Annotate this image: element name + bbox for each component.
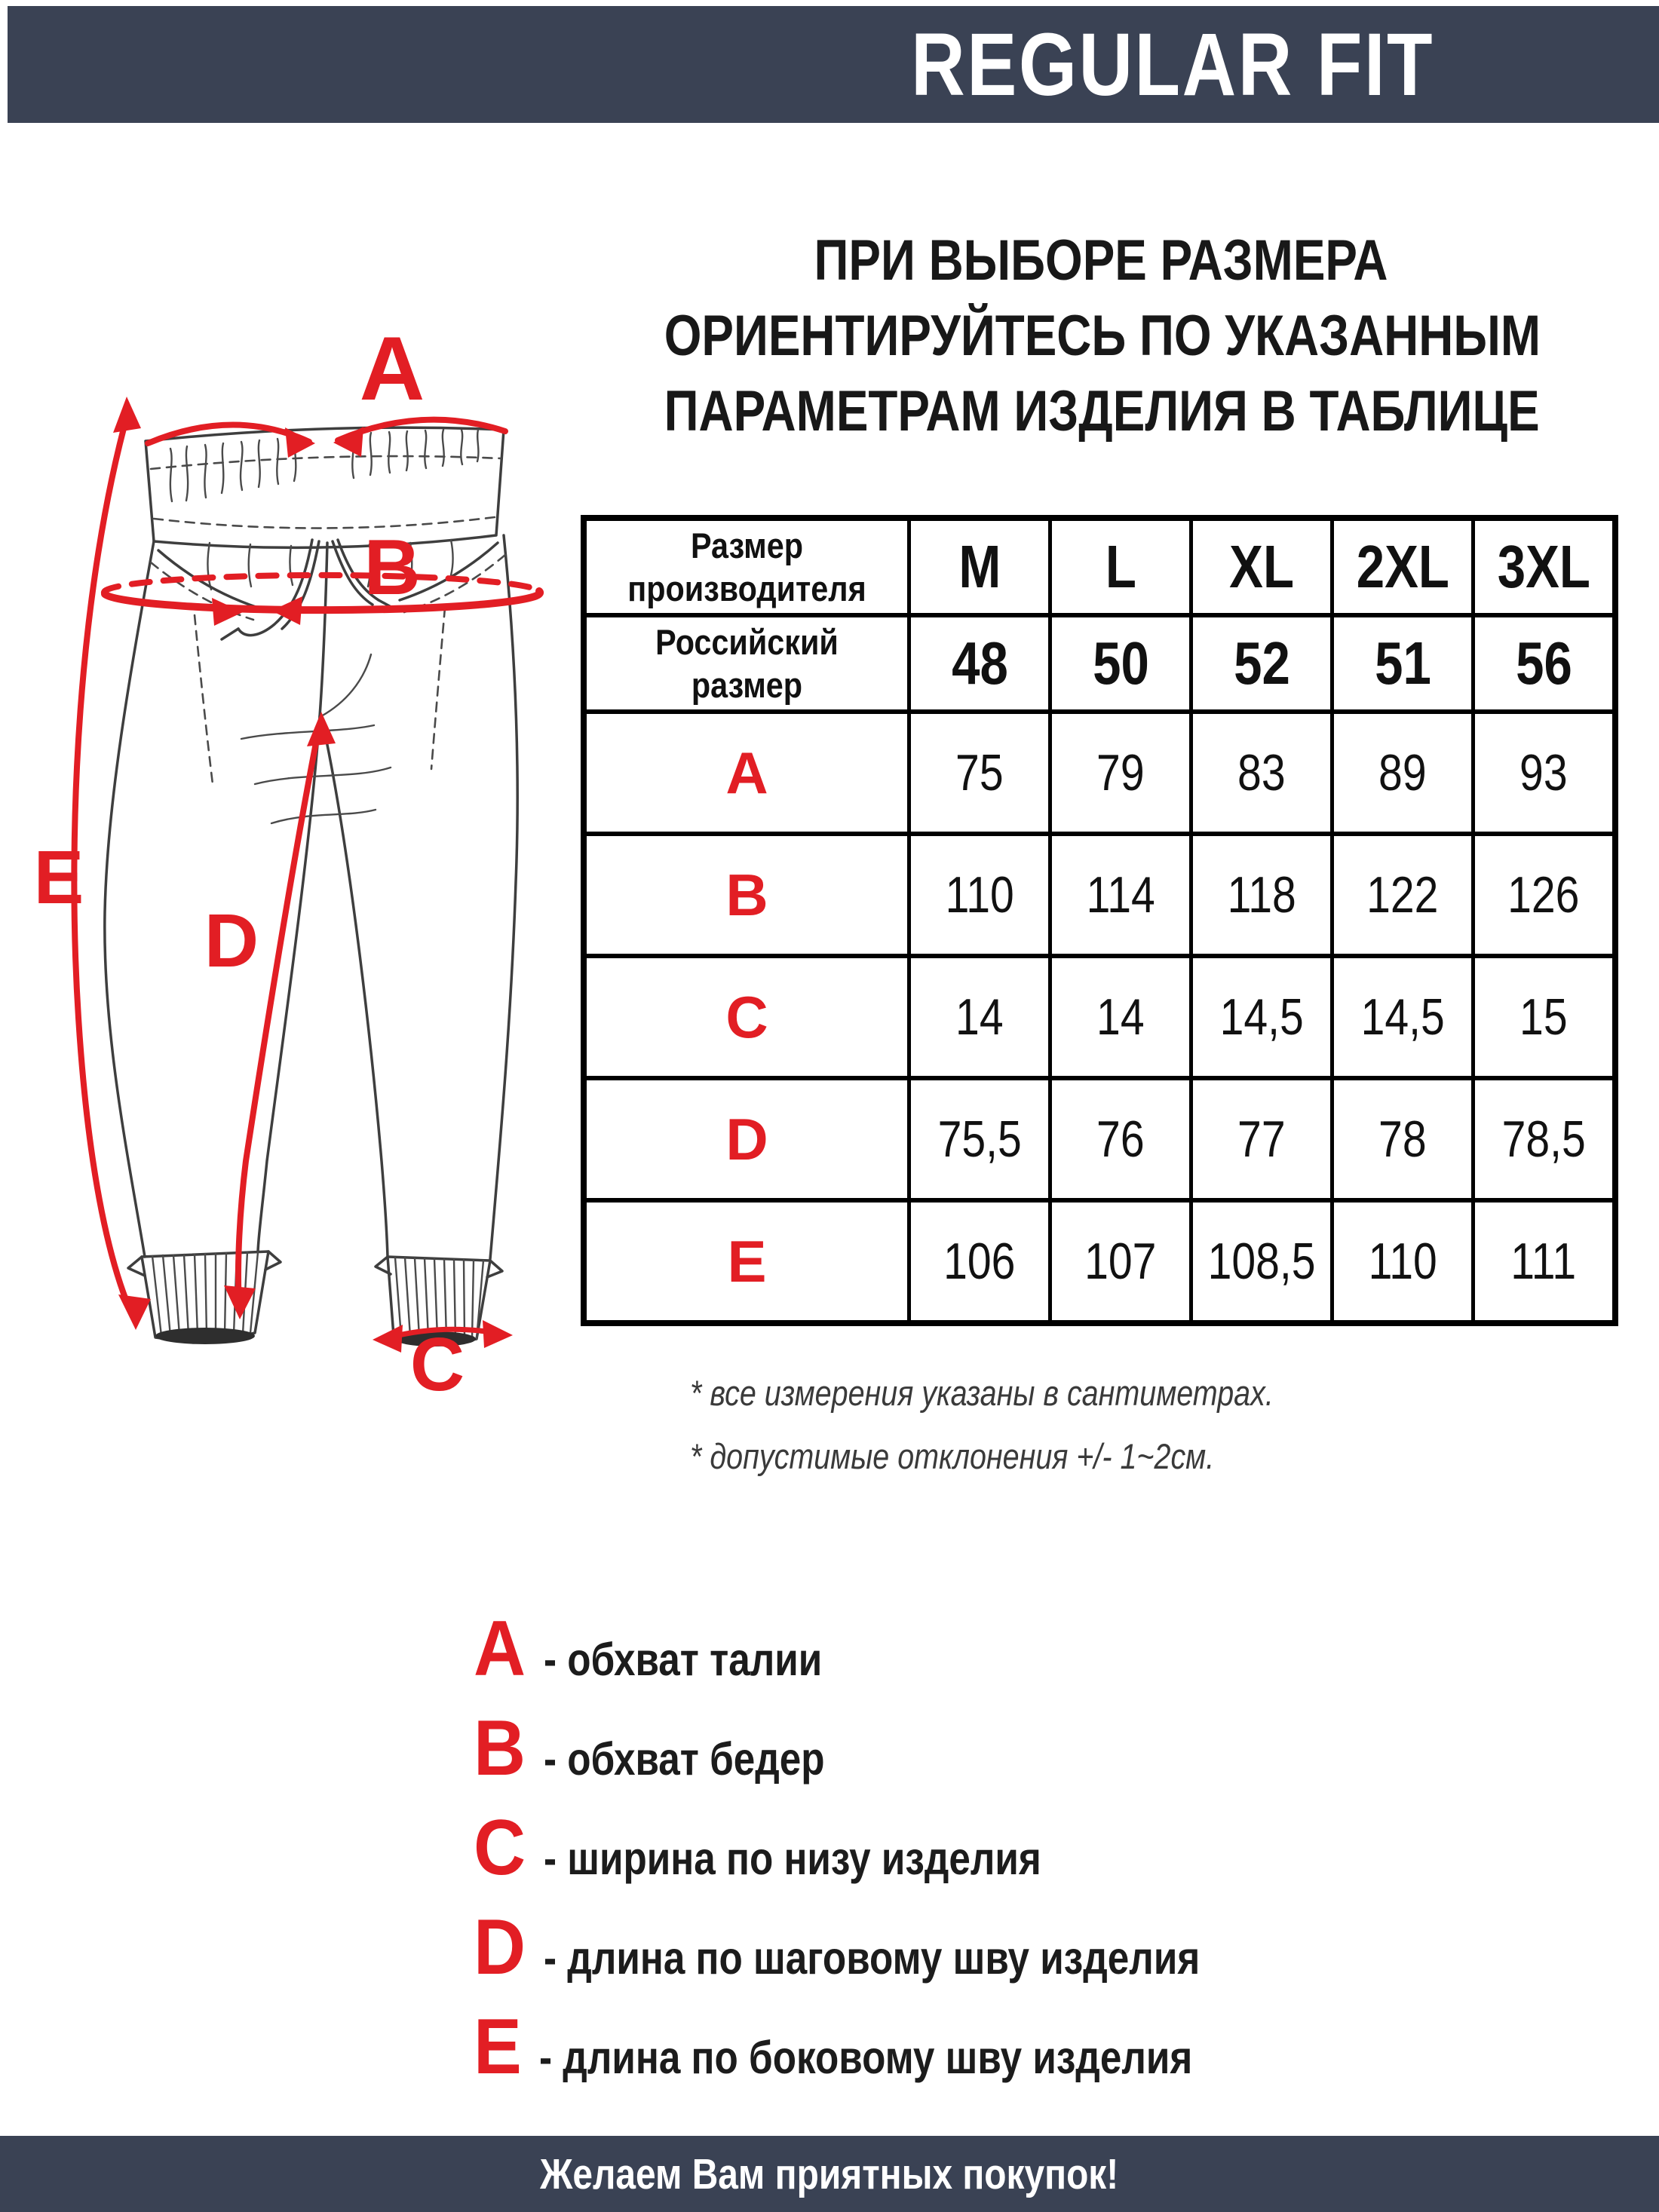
table-e-3xl: 111 [1475, 1203, 1612, 1320]
table-b-l: 114 [1052, 836, 1189, 954]
header-bar [8, 6, 1659, 123]
table-size-m: M [911, 521, 1048, 613]
waistband [146, 427, 504, 547]
intro-line-3: ПАРАМЕТРАМ ИЗДЕЛИЯ В ТАБЛИЦЕ [664, 379, 1540, 443]
table-d-2xl: 78 [1334, 1080, 1471, 1198]
legend-text-c: - ширина по низу изделия [544, 1833, 1041, 1884]
table-e-l: 107 [1052, 1203, 1189, 1320]
table-size-2xl: 2XL [1334, 521, 1471, 613]
table-d-xl: 77 [1193, 1080, 1330, 1198]
table-a-xl: 83 [1193, 714, 1330, 832]
table-header-manufacturer: Размер производителя [587, 521, 907, 613]
table-e-m: 106 [911, 1203, 1048, 1320]
legend-item-d [474, 1903, 1325, 1993]
pants-diagram [15, 317, 588, 1410]
table-rowlabel-c: C [587, 958, 907, 1076]
legend-text-d: - длина по шаговому шву изделия [544, 1932, 1201, 1984]
intro-line-1: ПРИ ВЫБОРЕ РАЗМЕРА [814, 228, 1388, 293]
table-russian-3xl: 56 [1475, 617, 1612, 709]
pants-body [105, 535, 517, 1259]
intro-heading [581, 223, 1621, 449]
legend-item-c [474, 1803, 1325, 1893]
table-a-m: 75 [911, 714, 1048, 832]
table-c-m: 14 [911, 958, 1048, 1076]
footer-bar [0, 2136, 1659, 2212]
diagram-label-d: D [204, 899, 259, 983]
table-size-l: L [1052, 521, 1189, 613]
diagram-label-a: A [359, 318, 425, 419]
legend-letter-c: C [474, 1804, 526, 1892]
table-a-3xl: 93 [1475, 714, 1612, 832]
measurement-notes [690, 1362, 1385, 1488]
table-d-l: 76 [1052, 1080, 1189, 1198]
table-b-3xl: 126 [1475, 836, 1612, 954]
diagram-label-e: E [33, 835, 84, 920]
table-e-xl: 108,5 [1193, 1203, 1330, 1320]
legend-item-b [474, 1704, 1325, 1794]
legend-item-e [474, 2002, 1325, 2092]
table-size-3xl: 3XL [1475, 521, 1612, 613]
measure-b-arrow [104, 575, 540, 626]
note-units: * все измерения указаны в сантиметрах. [690, 1373, 1274, 1413]
table-b-xl: 118 [1193, 836, 1330, 954]
table-b-m: 110 [911, 836, 1048, 954]
page-title [833, 6, 1512, 123]
table-rowlabel-b: B [587, 836, 907, 954]
table-b-2xl: 122 [1334, 836, 1471, 954]
footer-message: Желаем Вам приятных покупок! [540, 2149, 1119, 2198]
legend-item-a [474, 1604, 1325, 1694]
size-table [581, 515, 1618, 1326]
table-rowlabel-a: A [587, 714, 907, 832]
legend-letter-a: A [474, 1605, 526, 1693]
table-e-2xl: 110 [1334, 1203, 1471, 1320]
table-d-3xl: 78,5 [1475, 1080, 1612, 1198]
table-c-l: 14 [1052, 958, 1189, 1076]
left-cuff [128, 1252, 281, 1344]
table-size-xl: XL [1193, 521, 1330, 613]
pants-drawing-svg [15, 317, 588, 1410]
measurement-legend [474, 1604, 1325, 2102]
table-russian-2xl: 51 [1334, 617, 1471, 709]
legend-letter-b: B [474, 1705, 526, 1792]
measure-d-arrow [224, 712, 336, 1319]
table-header-russian: Российский размер [587, 617, 907, 709]
diagram-label-c: C [409, 1322, 465, 1407]
table-rowlabel-d: D [587, 1080, 907, 1198]
page-title-text: REGULAR FIT [911, 14, 1434, 115]
table-russian-xl: 52 [1193, 617, 1330, 709]
table-russian-l: 50 [1052, 617, 1189, 709]
table-c-3xl: 15 [1475, 958, 1612, 1076]
intro-line-2: ОРИЕНТИРУЙТЕСЬ ПО УКАЗАННЫМ [664, 304, 1541, 368]
legend-text-e: - длина по боковому шву изделия [539, 2032, 1193, 2083]
measure-a-arrow [148, 420, 505, 458]
table-rowlabel-e: E [587, 1203, 907, 1320]
legend-text-a: - обхват талии [544, 1634, 823, 1685]
table-c-xl: 14,5 [1193, 958, 1330, 1076]
diagram-label-b: B [363, 524, 421, 611]
table-a-2xl: 89 [1334, 714, 1471, 832]
table-d-m: 75,5 [911, 1080, 1048, 1198]
legend-text-b: - обхват бедер [544, 1733, 825, 1785]
legend-letter-d: D [474, 1904, 526, 1991]
note-tolerance: * допустимые отклонения +/- 1~2см. [690, 1436, 1215, 1476]
table-c-2xl: 14,5 [1334, 958, 1471, 1076]
measure-e-arrow [74, 397, 151, 1330]
table-a-l: 79 [1052, 714, 1189, 832]
legend-letter-e: E [474, 2003, 522, 2091]
table-russian-m: 48 [911, 617, 1048, 709]
